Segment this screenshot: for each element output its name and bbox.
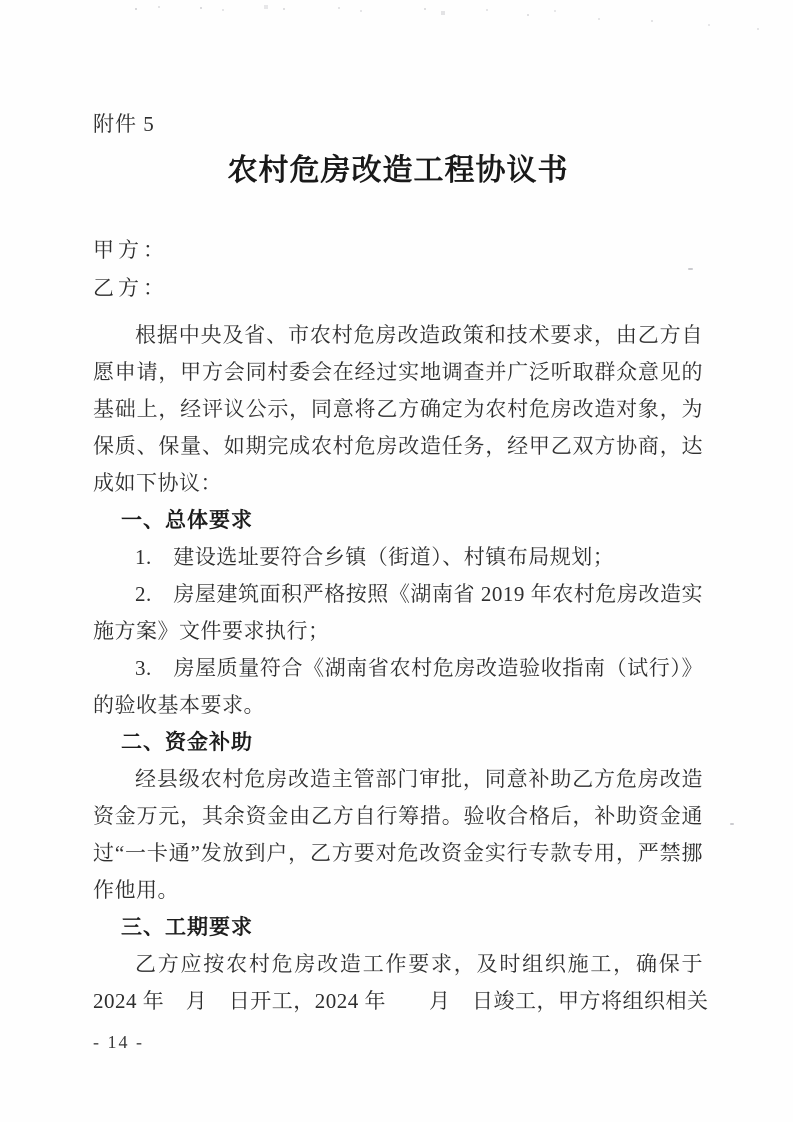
section-2-paragraph: 经县级农村危房改造主管部门审批，同意补助乙方危房改造资金万元，其余资金由乙方自行筹措。验收合格后，补助资金通过“一卡通”发放到户，乙方要对危改资金实行专款专用，严禁挪作他用。 xyxy=(93,767,703,902)
document-title: 农村危房改造工程协议书 xyxy=(227,154,569,187)
scan-noise xyxy=(0,0,2,2)
document-content xyxy=(93,0,709,1020)
party-a-label: 甲方： xyxy=(93,238,168,262)
section-2-heading: 二、资金补助 xyxy=(121,731,253,754)
page-number: - 14 - xyxy=(93,1032,144,1052)
scan-mark xyxy=(730,823,734,825)
section-1-item-1: 1. 建设选址要符合乡镇（街道）、村镇布局规划； xyxy=(135,545,615,569)
intro-paragraph: 根据中央及省、市农村危房改造政策和技术要求，由乙方自愿申请，甲方会同村委会在经过实地调查并广泛听取群众意见的基础上，经评议公示，同意将乙方确定为农村危房改造对象，为保质、保量、如期完成农村危房改造任务，经甲乙双方协商，达成如下协议： xyxy=(93,323,703,495)
section-3-line-1: 乙方应按农村危房改造工作要求，及时组织施工，确保于 xyxy=(135,952,703,976)
section-1-item-3: 3. 房屋质量符合《湖南省农村危房改造验收指南（试行）》的验收基本要求。 xyxy=(93,656,703,717)
section-3-line-2-dates: 2024 年 月 日开工，2024 年 月 日竣工，甲方将组织相关 xyxy=(93,989,709,1013)
section-1-item-2: 2. 房屋建筑面积严格按照《湖南省 2019 年农村危房改造实施方案》文件要求执行； xyxy=(93,582,703,643)
section-1-heading: 一、总体要求 xyxy=(121,509,253,532)
section-3-heading: 三、工期要求 xyxy=(121,916,253,939)
party-b-label: 乙方： xyxy=(93,276,168,300)
document-body xyxy=(93,317,709,1020)
attachment-label: 附件 5 xyxy=(93,112,155,136)
